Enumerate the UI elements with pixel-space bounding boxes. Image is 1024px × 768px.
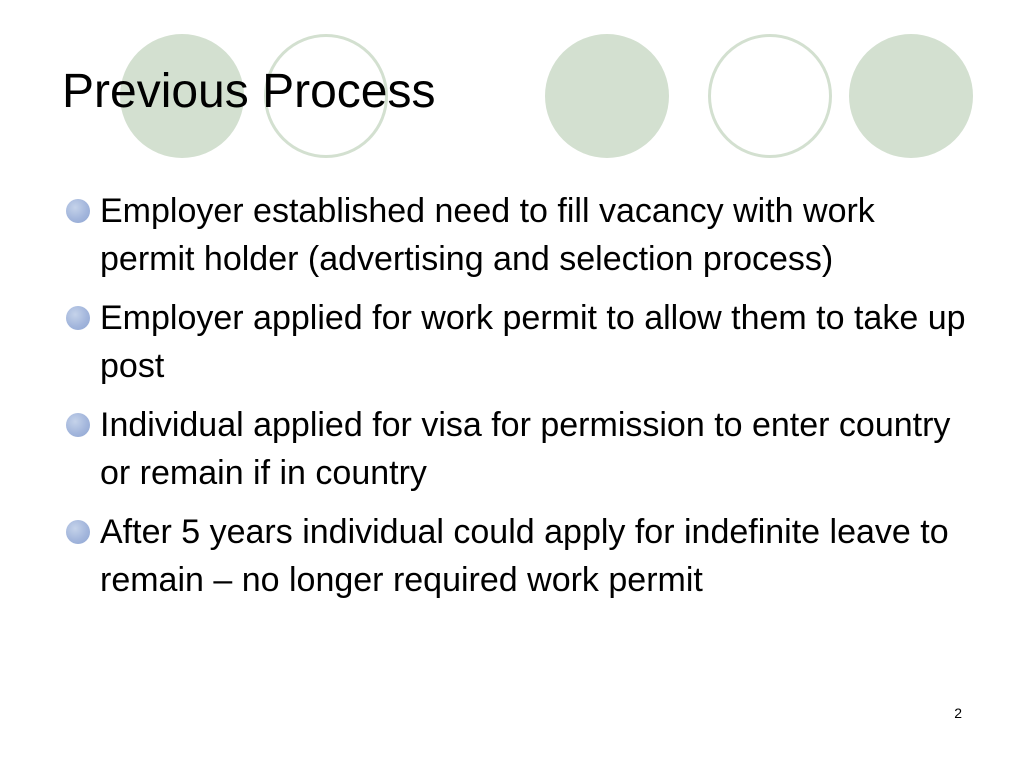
bullet-item	[64, 401, 974, 497]
bullet-text: Employer applied for work permit to allow them to take up post	[100, 299, 966, 385]
bullet-dot-icon	[66, 199, 90, 223]
decorative-circle-filled	[849, 34, 973, 158]
page-number: 2	[954, 705, 962, 721]
bullet-text: Employer established need to fill vacancy with work permit holder (advertising and selection process)	[100, 192, 875, 278]
bullet-dot-icon	[66, 306, 90, 330]
decorative-circle-outline	[708, 34, 832, 158]
decorative-circle-filled	[545, 34, 669, 158]
bullet-item	[64, 508, 974, 604]
bullet-item	[64, 187, 974, 283]
bullet-text: Individual applied for visa for permission to enter country or remain if in country	[100, 406, 951, 492]
bullet-dot-icon	[66, 520, 90, 544]
bullet-text: After 5 years individual could apply for indefinite leave to remain – no longer required work permit	[100, 513, 949, 599]
slide-title: Previous Process	[62, 65, 436, 118]
bullet-item	[64, 294, 974, 390]
bullet-dot-icon	[66, 413, 90, 437]
bullet-list	[64, 187, 974, 615]
